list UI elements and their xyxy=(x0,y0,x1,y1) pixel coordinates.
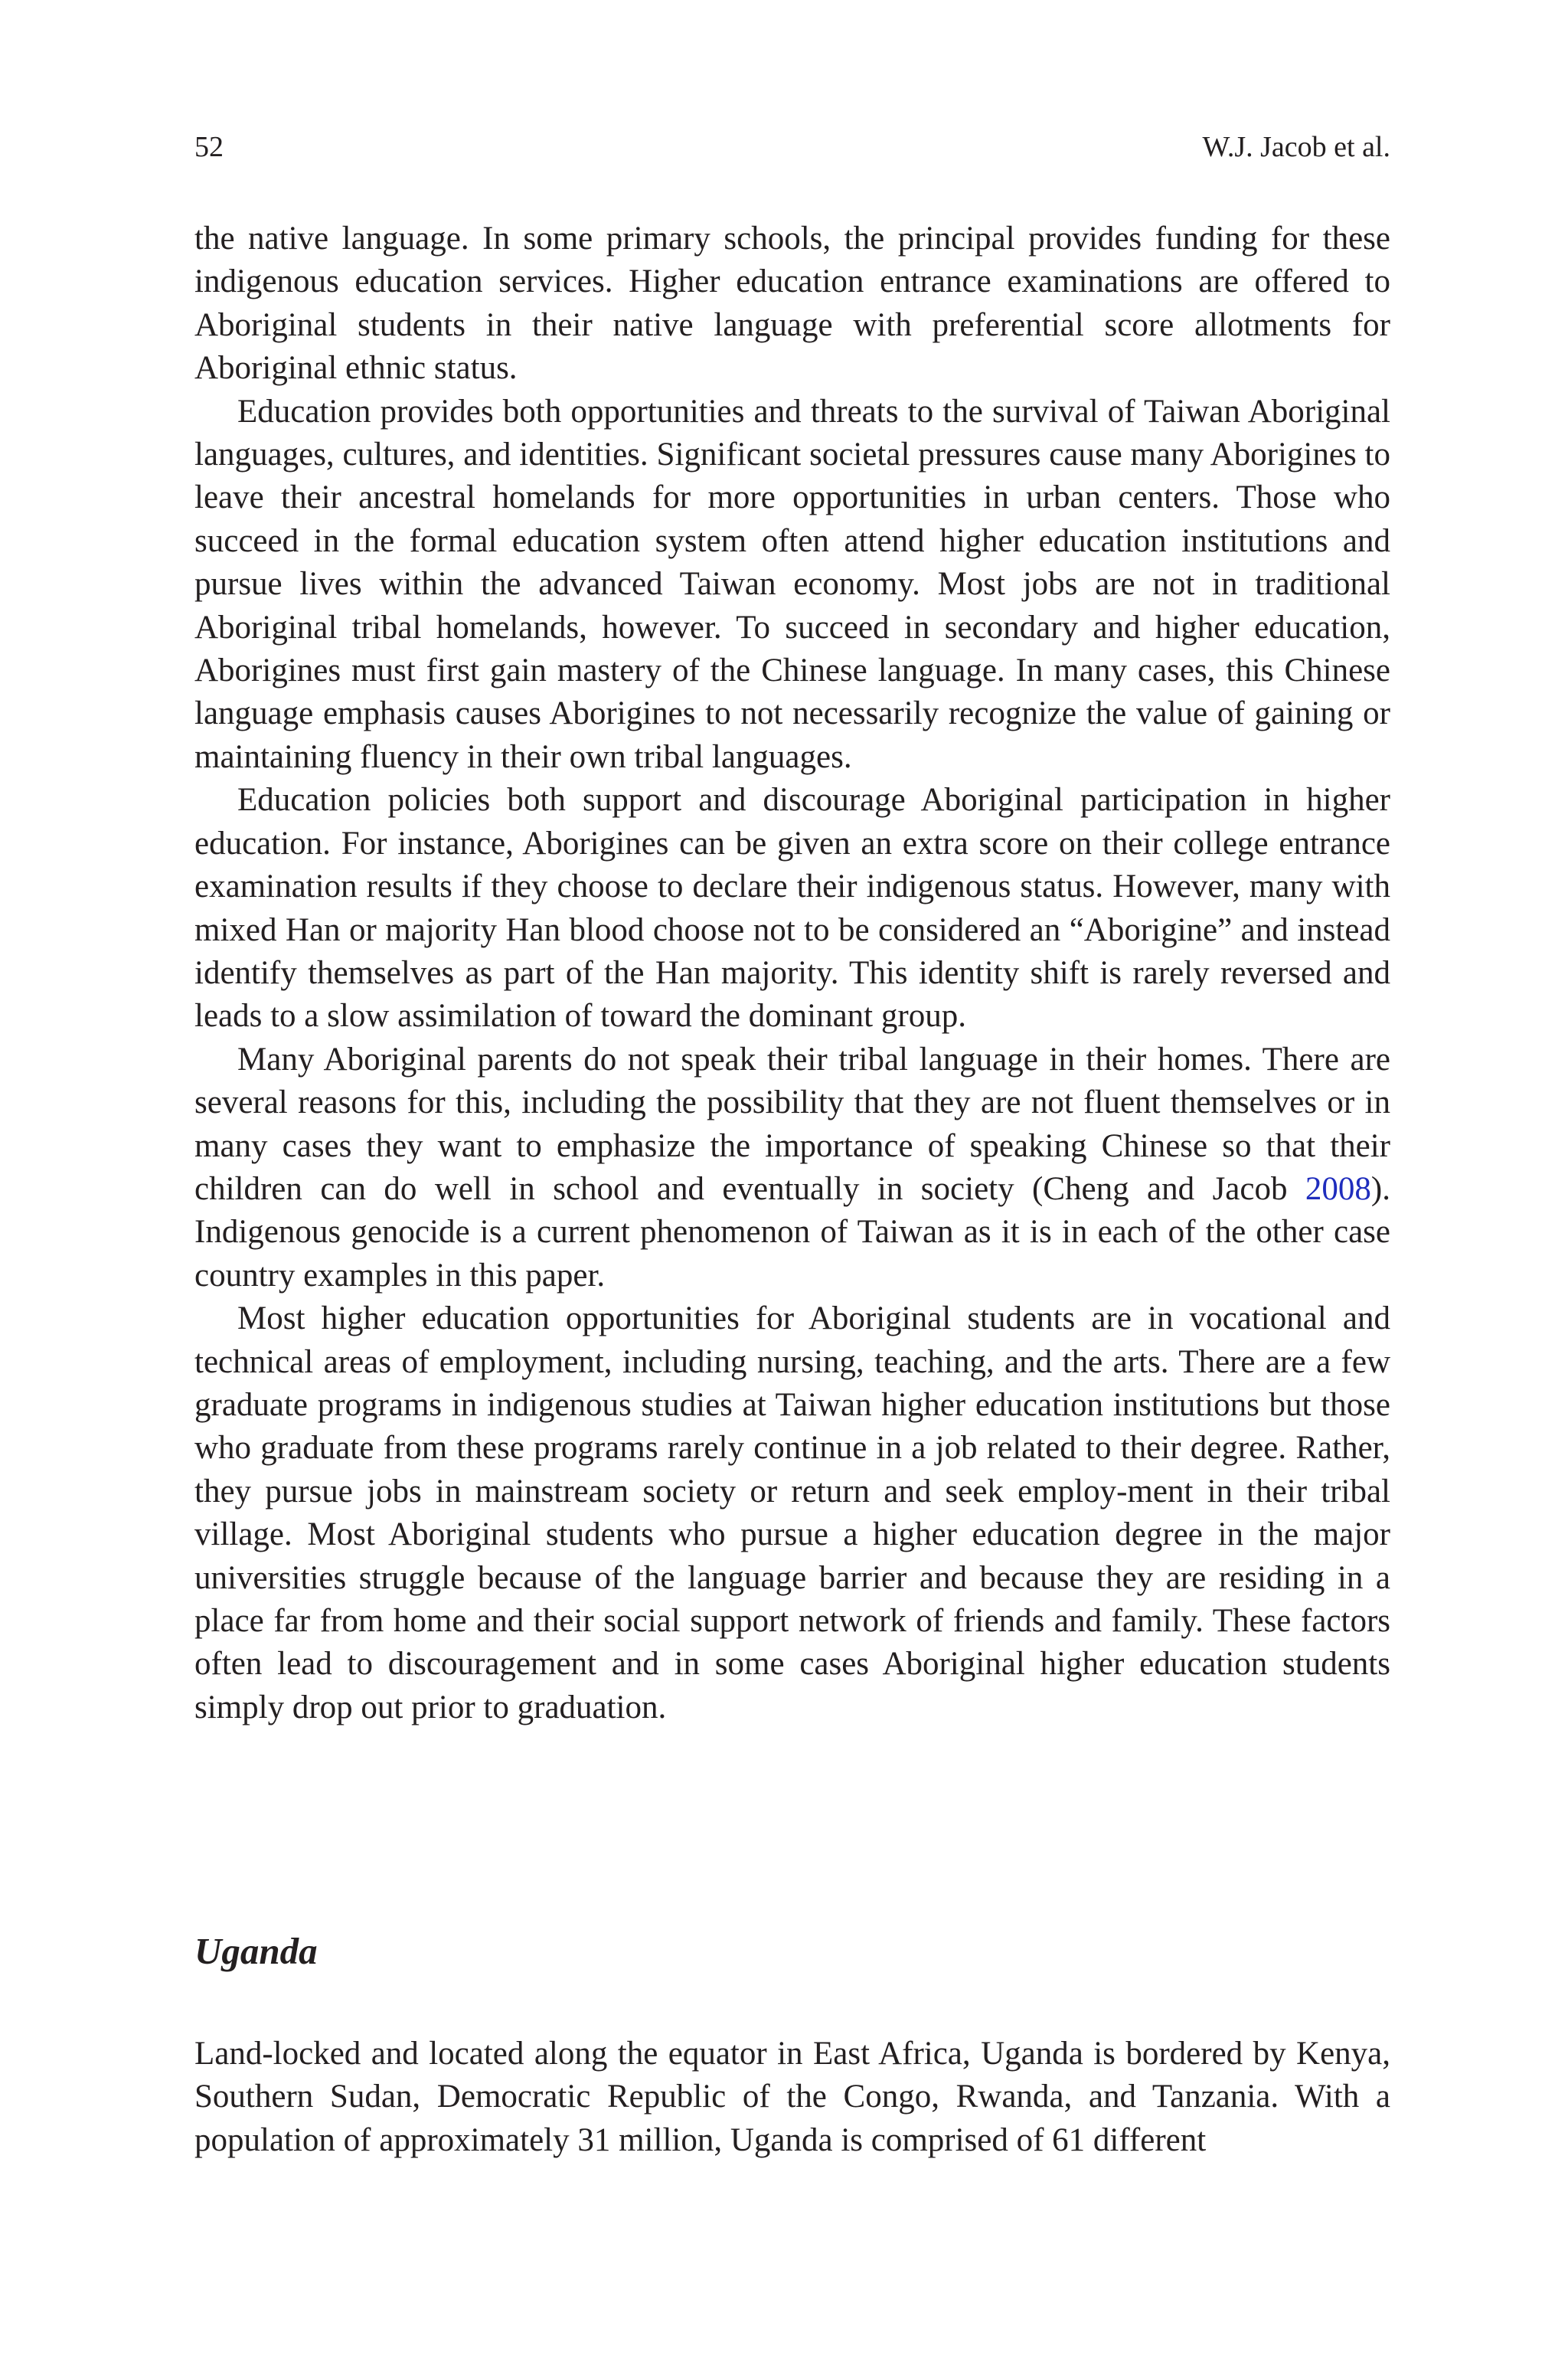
paragraph xyxy=(194,1297,1390,1729)
paragraph xyxy=(194,1039,1390,1297)
section-heading: Uganda xyxy=(194,1930,318,1972)
paragraph: Education policies both support and discourage Aboriginal participation in higher education. For instance, Aborigines can be given an extra score on their college entrance examination results if they choose to declare their indigenous status. However, many with mixed Han or majority Han blood choose not to be considered an “Aborigine” and instead identify themselves as part of the Han majority. This identity shift is rarely reversed and leads to a slow assimilation of toward the dominant group. xyxy=(194,782,1390,1035)
running-author: W.J. Jacob et al. xyxy=(1202,131,1390,163)
running-head xyxy=(194,126,1390,168)
page-number: 52 xyxy=(194,131,224,163)
paragraph-text: ). Indigenous genocide is a current phenomenon of Taiwan as it is in each of the other case country examples in this paper. xyxy=(194,1170,1390,1294)
paragraph: Education provides both opportunities and threats to the survival of Taiwan Aboriginal languages, cultures, and identities. Significant societal pressures cause many Aborigines to leave their ancestral homelands for more opportunities in urban centers. Those who succeed in the formal education system often attend higher education institutions and pursue lives within the advanced Taiwan economy. Most jobs are not in traditional Aboriginal tribal homelands, however. To succeed in secondary and higher education, Aborigines must first gain mastery of the Chinese language. In many cases, this Chinese language emphasis causes Aborigines to not necessarily recognize the value of gaining or maintaining fluency in their own tribal languages. xyxy=(194,393,1390,775)
paragraph: Land-locked and located along the equator in East Africa, Uganda is bordered by Kenya, Southern Sudan, Democratic Republic of the Congo, Rwanda, and Tanzania. With a population of approximately 31 million, Uganda is comprised of 61 different xyxy=(194,2036,1390,2158)
body-text xyxy=(194,218,1390,1729)
paragraph-text: ment in their tribal village. Most Aboriginal students who pursue a higher education degree in the major universities struggle because of the language barrier and because they are residing in a place far from home and their social support network of friends and family. These factors often lead to discouragement and in some cases Aboriginal higher education students simply drop out prior to graduation. xyxy=(194,1473,1390,1725)
paragraph-text: Many Aboriginal parents do not speak their tribal language in their homes. There are several reasons for this, including the possibility that they are not fluent themselves or in many cases they want to emphasize the importance of speaking Chinese so that their children can do well in school and eventually in society (Cheng and Jacob xyxy=(194,1041,1390,1207)
paragraph-text: Most higher education opportunities for Aboriginal students are in vocational and technical areas of employment, including nursing, teaching, and the arts. There are a few graduate programs in indigenous studies at Taiwan higher education institutions but those who graduate from these programs rarely continue in a job related to their degree. Rather, they pursue jobs in mainstream society or return and seek employ- xyxy=(194,1300,1390,1510)
citation-link-2008[interactable]: 2008 xyxy=(1305,1170,1371,1207)
section-body xyxy=(194,2033,1390,2162)
paragraph: the native language. In some primary schools, the principal provides funding for these indigenous education services. Higher education entrance examinations are offered to Aboriginal students in their native language with preferential score allotments for Aboriginal ethnic status. xyxy=(194,221,1390,387)
